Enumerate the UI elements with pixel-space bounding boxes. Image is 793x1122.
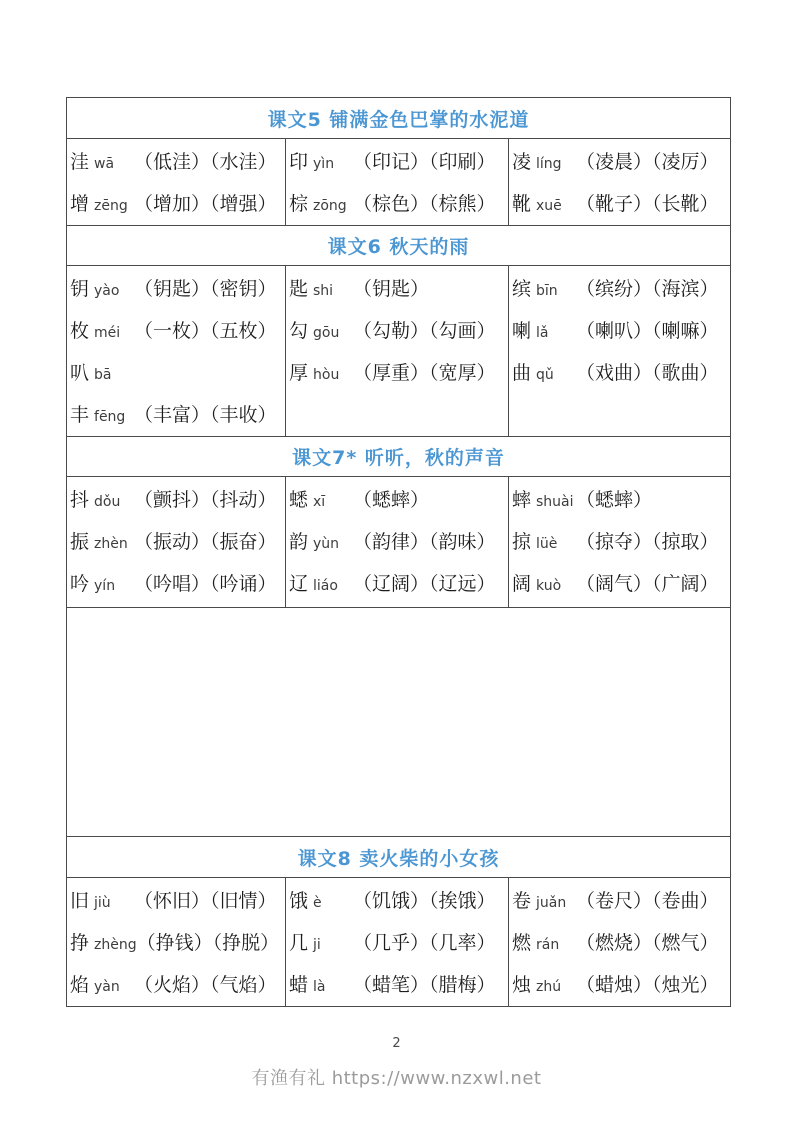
vocab-entry <box>289 479 508 521</box>
hanzi-character: 钥 <box>70 278 90 300</box>
vocab-cell <box>509 139 731 226</box>
example-words: （吟唱）（吟诵） <box>134 573 277 595</box>
hanzi-character: 卷 <box>512 890 532 912</box>
pinyin: fēng <box>94 409 126 425</box>
hanzi-character: 焰 <box>70 974 90 996</box>
entry-head <box>512 964 576 1007</box>
hanzi-character: 印 <box>289 151 309 173</box>
pinyin: lüè <box>536 536 558 552</box>
vocab-entry <box>289 268 508 310</box>
vocab-entry <box>70 141 285 183</box>
section-title: 课文8 卖火柴的小女孩 <box>67 837 731 878</box>
entry-head <box>70 141 134 185</box>
example-words: （缤纷）（海滨） <box>576 278 719 300</box>
vocab-entry <box>512 964 730 1006</box>
pinyin: è <box>313 895 322 911</box>
pinyin: rán <box>536 937 560 953</box>
example-words: （燃烧）（燃气） <box>576 932 719 954</box>
vocab-cell <box>67 878 286 1007</box>
hanzi-character: 厚 <box>289 362 309 384</box>
hanzi-character: 振 <box>70 531 90 553</box>
pinyin: kuò <box>536 578 562 594</box>
vocab-entry <box>512 141 730 183</box>
vocab-entry <box>289 310 508 352</box>
hanzi-character: 增 <box>70 193 90 215</box>
hanzi-character: 辽 <box>289 573 309 595</box>
entry-head <box>289 352 353 396</box>
vocab-cell <box>286 139 509 226</box>
entry-head <box>70 479 134 523</box>
pinyin: zēng <box>94 198 128 214</box>
pinyin: shuài <box>536 494 574 510</box>
example-words: （厚重）（宽厚） <box>353 362 496 384</box>
entry-head <box>512 352 576 396</box>
hanzi-character: 吟 <box>70 573 90 595</box>
entry-head <box>70 268 134 312</box>
example-words: （蜡笔）（腊梅） <box>353 974 496 996</box>
example-words: （掠夺）（掠取） <box>576 531 719 553</box>
entry-head <box>70 394 134 437</box>
pinyin: ji <box>313 937 321 953</box>
section-title: 课文7* 听听，秋的声音 <box>67 437 731 477</box>
example-words: （卷尺）（卷曲） <box>576 890 719 912</box>
vocab-entry <box>70 479 285 521</box>
pinyin: líng <box>536 156 562 172</box>
vocab-entry <box>70 964 285 1006</box>
example-words: （勾勒）（勾画） <box>353 320 496 342</box>
vocab-entry <box>70 352 285 394</box>
entry-head <box>289 141 353 185</box>
pinyin: yào <box>94 283 120 299</box>
entry-head <box>70 352 134 396</box>
vocab-cell <box>67 139 286 226</box>
hanzi-character: 挣 <box>70 932 90 954</box>
vocab-entry <box>512 521 730 563</box>
vocab-entry <box>70 183 285 225</box>
vocab-entry <box>512 479 730 521</box>
pinyin: yín <box>94 578 116 594</box>
entry-head <box>289 563 353 607</box>
entry-head <box>289 268 353 312</box>
vocab-entry <box>289 964 508 1006</box>
entry-head <box>289 310 353 354</box>
pinyin: shi <box>313 283 334 299</box>
example-words: （挣钱）（挣脱） <box>136 932 280 954</box>
hanzi-character: 几 <box>289 932 309 954</box>
pinyin: xuē <box>536 198 562 214</box>
entry-head <box>289 880 353 924</box>
example-words: （戏曲）（歌曲） <box>576 362 719 384</box>
entry-head <box>512 268 576 312</box>
entry-head <box>289 521 353 565</box>
entry-head <box>512 922 576 966</box>
vocab-cell <box>509 477 731 608</box>
section-title: 课文6 秋天的雨 <box>67 226 731 266</box>
hanzi-character: 棕 <box>289 193 309 215</box>
vocab-entry <box>512 183 730 225</box>
vocab-cell <box>509 266 731 437</box>
example-words: （增加）（增强） <box>134 193 277 215</box>
example-words: （钥匙） <box>353 278 430 300</box>
pinyin: gōu <box>313 325 340 341</box>
entry-head <box>70 964 134 1007</box>
pinyin: yìn <box>313 156 335 172</box>
pinyin: yùn <box>313 536 340 552</box>
example-words: （喇叭）（喇嘛） <box>576 320 719 342</box>
pinyin: dǒu <box>94 494 121 510</box>
section-title: 课文5 铺满金色巴掌的水泥道 <box>67 98 731 139</box>
pinyin: zhú <box>536 979 562 995</box>
hanzi-character: 枚 <box>70 320 90 342</box>
vocab-entry <box>289 922 508 964</box>
page-number: 2 <box>392 1036 401 1051</box>
example-words: （印记）（印刷） <box>353 151 496 173</box>
example-words: （火焰）（气焰） <box>134 974 277 996</box>
entry-head <box>289 183 353 226</box>
pinyin: là <box>313 979 326 995</box>
hanzi-character: 燃 <box>512 932 532 954</box>
hanzi-character: 曲 <box>512 362 532 384</box>
example-words: （钥匙）（密钥） <box>134 278 277 300</box>
vocab-entry <box>289 563 508 605</box>
example-words: （辽阔）（辽远） <box>353 573 496 595</box>
hanzi-character: 凌 <box>512 151 532 173</box>
entry-head <box>289 479 353 523</box>
example-words: （蟋蟀） <box>576 489 653 511</box>
entry-head <box>512 141 576 185</box>
vocab-entry <box>70 880 285 922</box>
entry-head <box>70 563 134 607</box>
vocab-cell <box>286 477 509 608</box>
vocab-cell <box>67 477 286 608</box>
footer-watermark: 有渔有礼 https://www.nzxwl.net <box>251 1068 542 1089</box>
pinyin: qǔ <box>536 367 554 383</box>
example-words: （低洼）（水洼） <box>134 151 277 173</box>
pinyin: zhèng <box>94 937 137 953</box>
example-words: （蟋蟀） <box>353 489 430 511</box>
pinyin: liáo <box>313 578 338 594</box>
vocab-entry <box>70 394 285 436</box>
vocab-entry <box>512 922 730 964</box>
entry-head <box>512 563 576 607</box>
hanzi-character: 抖 <box>70 489 90 511</box>
vocab-cell <box>286 266 509 437</box>
hanzi-character: 蟀 <box>512 489 532 511</box>
vocab-entry <box>289 183 508 225</box>
hanzi-character: 叭 <box>70 362 90 384</box>
hanzi-character: 韵 <box>289 531 309 553</box>
hanzi-character: 旧 <box>70 890 90 912</box>
example-words: （蜡烛）（烛光） <box>576 974 719 996</box>
example-words: （几乎）（几率） <box>353 932 496 954</box>
vocab-cell <box>67 266 286 437</box>
vocab-table <box>66 97 731 1007</box>
vocab-entry <box>70 268 285 310</box>
example-words: （颤抖）（抖动） <box>134 489 277 511</box>
entry-head <box>512 880 576 924</box>
entry-head <box>70 310 134 354</box>
pinyin: yàn <box>94 979 120 995</box>
pinyin: bā <box>94 367 112 383</box>
vocab-entry <box>70 922 285 964</box>
entry-head <box>70 880 134 924</box>
vocab-entry <box>70 521 285 563</box>
example-words: （丰富）（丰收） <box>134 404 277 426</box>
example-words: （怀旧）（旧情） <box>134 890 277 912</box>
example-words: （振动）（振奋） <box>134 531 277 553</box>
entry-head <box>512 479 576 523</box>
hanzi-character: 匙 <box>289 278 309 300</box>
example-words: （棕色）（棕熊） <box>353 193 496 215</box>
pinyin: wā <box>94 156 115 172</box>
example-words: （韵律）（韵味） <box>353 531 496 553</box>
vocab-table-wrap <box>66 97 731 1007</box>
vocab-entry <box>512 268 730 310</box>
hanzi-character: 烛 <box>512 974 532 996</box>
hanzi-character: 缤 <box>512 278 532 300</box>
vocab-cell <box>509 878 731 1007</box>
vocab-entry <box>289 880 508 922</box>
pinyin: zōng <box>313 198 347 214</box>
entry-head <box>289 922 353 966</box>
example-words: （阔气）（广阔） <box>576 573 719 595</box>
entry-head <box>512 521 576 565</box>
pinyin: zhèn <box>94 536 128 552</box>
vocab-entry <box>289 141 508 183</box>
pinyin: hòu <box>313 367 340 383</box>
entry-head <box>512 310 576 354</box>
hanzi-character: 掠 <box>512 531 532 553</box>
hanzi-character: 蜡 <box>289 974 309 996</box>
vocab-entry <box>289 521 508 563</box>
hanzi-character: 蟋 <box>289 489 309 511</box>
hanzi-character: 喇 <box>512 320 532 342</box>
hanzi-character: 洼 <box>70 151 90 173</box>
pinyin: juǎn <box>536 895 567 911</box>
pinyin: lǎ <box>536 325 549 341</box>
vocab-entry <box>512 880 730 922</box>
pinyin: jiù <box>94 895 111 911</box>
entry-head <box>70 521 134 565</box>
vocab-table-body <box>67 98 731 1007</box>
empty-practice-row <box>67 608 731 837</box>
entry-head <box>512 183 576 226</box>
hanzi-character: 勾 <box>289 320 309 342</box>
pinyin: bīn <box>536 283 558 299</box>
example-words: （靴子）（长靴） <box>576 193 719 215</box>
vocab-entry <box>512 310 730 352</box>
entry-head <box>70 922 137 966</box>
pinyin: xī <box>313 494 326 510</box>
hanzi-character: 饿 <box>289 890 309 912</box>
pinyin: méi <box>94 325 121 341</box>
hanzi-character: 靴 <box>512 193 532 215</box>
vocab-entry <box>70 310 285 352</box>
hanzi-character: 阔 <box>512 573 532 595</box>
entry-head <box>289 964 353 1007</box>
example-words: （饥饿）（挨饿） <box>353 890 496 912</box>
vocab-entry <box>70 563 285 605</box>
example-words: （一枚）（五枚） <box>134 320 277 342</box>
entry-head <box>70 183 134 226</box>
vocab-entry <box>512 563 730 605</box>
example-words: （凌晨）（凌厉） <box>576 151 719 173</box>
vocab-entry <box>289 352 508 394</box>
vocab-cell <box>286 878 509 1007</box>
vocab-entry <box>512 352 730 394</box>
hanzi-character: 丰 <box>70 404 90 426</box>
